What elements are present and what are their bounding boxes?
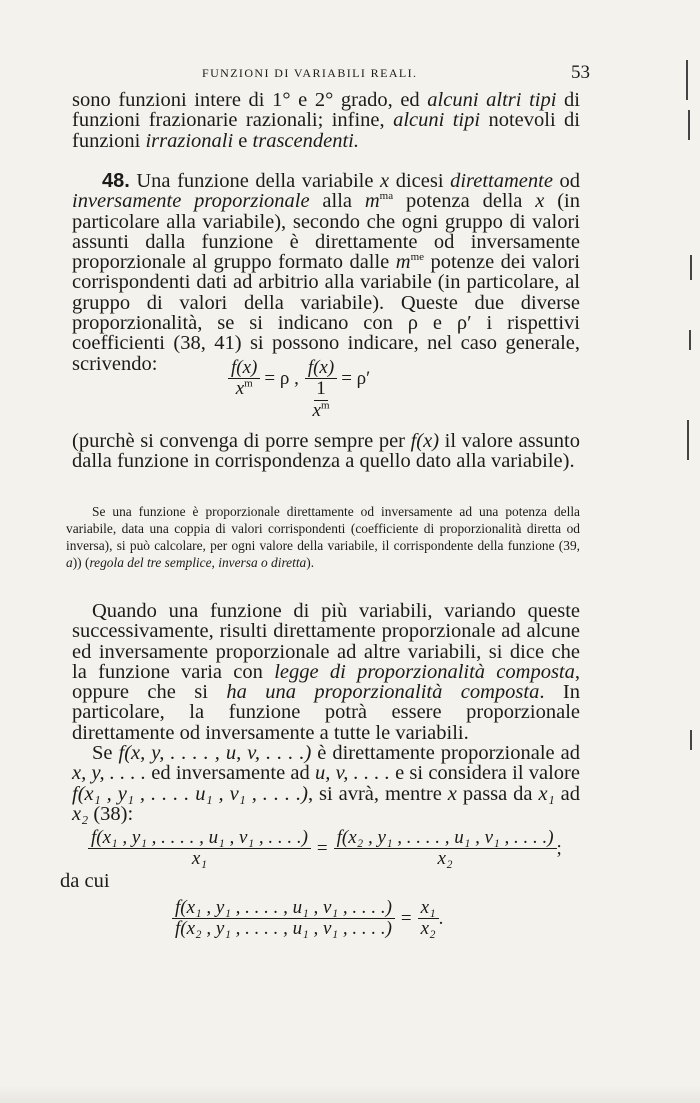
fraction-right: $\frac{\text{f(x₂ , y₁ , . . . . , u₁ , v₁ , . . . .)}}{\text{x₂}}$ bbox=[334, 828, 557, 869]
page-number: 53 bbox=[571, 62, 590, 83]
section-number: 48. bbox=[102, 170, 130, 192]
fraction-inverse: f(x) 1 $x^m$ bbox=[305, 358, 337, 421]
paragraph-small-print: Se una funzione è proporzionale direttamente od inversamente ad una potenza della variabile, data una coppia di valori corrispondenti (coefficiente di proporzionalità diretta od inversa), si può calcolare, per ogni valore della variabile, il corrispondente della funzione (39, a)) (regola del tre semplice, inversa o diretta). bbox=[66, 504, 580, 570]
paragraph-section-48: 48. Una funzione della variabile x dicesi direttamente od inversamente proporzionale alla $m^{ma}$ potenza della x (in particolare alla variabile), secondo che ogni gruppo di valori assunti dalla funzione è direttamente od inversamente proporzionale al gruppo formato dalle $m^{me}$ potenze dei valori corrispondenti dati ad arbitrio alla variabile (in particolare, al gruppo di valori della variabile). Queste due diverse proporzionalità, se si indicano con ρ e ρ′ i rispettivi coefficienti (38, 41) si possono indicare, nel caso generale, scrivendo: bbox=[72, 170, 580, 375]
formula-ratio-equality: $\frac{\text{f(x₁ , y₁ , . . . . , u₁ , v₁ , . . . .)}}{\text{x₁}}$ = $\frac{\text{f(x₂ , y₁ , . . . . , u₁ , v₁ , . . . .)}}{\text{x₂}}$ ; bbox=[88, 828, 562, 869]
running-header bbox=[80, 62, 590, 86]
header-title: FUNZIONI DI VARIABILI REALI. bbox=[202, 66, 418, 80]
fraction-direct: $\frac{f(x)}{x^m}$ bbox=[228, 358, 260, 399]
fraction-left: $\frac{\text{f(x₁ , y₁ , . . . . , u₁ , v₁ , . . . .)}}{\text{x₁}}$ bbox=[88, 828, 311, 869]
formula-proportionality: $\frac{f(x)}{x^m}$ = ρ , f(x) 1 $x^m$ = ρ′ bbox=[228, 358, 376, 421]
paragraph-intro: sono funzioni intere di 1° e 2° grado, ed alcuni altri tipi di funzioni frazionarie razionali; infine, alcuni tipi notevoli di funzioni irrazionali e trascendenti. bbox=[72, 89, 580, 152]
paragraph-note: (purchè si convenga di porre sempre per f(x) il valore assunto dalla funzione in corrispondenza a quello dato alla variabile). bbox=[72, 430, 580, 473]
fraction-variable-ratio: $\frac{\text{x₁}}{\text{x₂}}$ bbox=[418, 898, 439, 939]
scan-bottom-edge bbox=[0, 1085, 700, 1103]
da-cui-text: da cui bbox=[60, 870, 110, 892]
fraction-function-ratio: $\frac{\text{f(x₁ , y₁ , . . . . , u₁ , v₁ , . . . .)}}{\text{f(x₂ , y₁ , . . . . , u₁ , v₁ , . . . .)}}$ bbox=[172, 898, 395, 939]
paragraph-example: Se f(x, y, . . . . , u, v, . . . .) è direttamente proporzionale ad x, y, . . . . ed inversamente ad u, v, . . . . e si considera il valore f(x₁ , y₁ , . . . . u₁ , v₁ , . . . .), si avrà, mentre x passa da x₁ ad x₂ (38): bbox=[72, 742, 580, 825]
paragraph-composite: Quando una funzione di più variabili, variando queste successivamente, risulti direttamente proporzionale ad alcune ed inversamente proporzionale ad altre variabili, si dice che la funzione varia con legge di proporzionalità composta, oppure che si ha una proporzionalità composta. In particolare, la funzione potrà essere proporzionale direttamente od inversamente a tutte le variabili. bbox=[72, 600, 580, 744]
formula-result: $\frac{\text{f(x₁ , y₁ , . . . . , u₁ , v₁ , . . . .)}}{\text{f(x₂ , y₁ , . . . . , u₁ , v₁ , . . . .)}}$ = $\frac{\text{x₁}}{\text{x₂}}$ . bbox=[172, 898, 443, 939]
